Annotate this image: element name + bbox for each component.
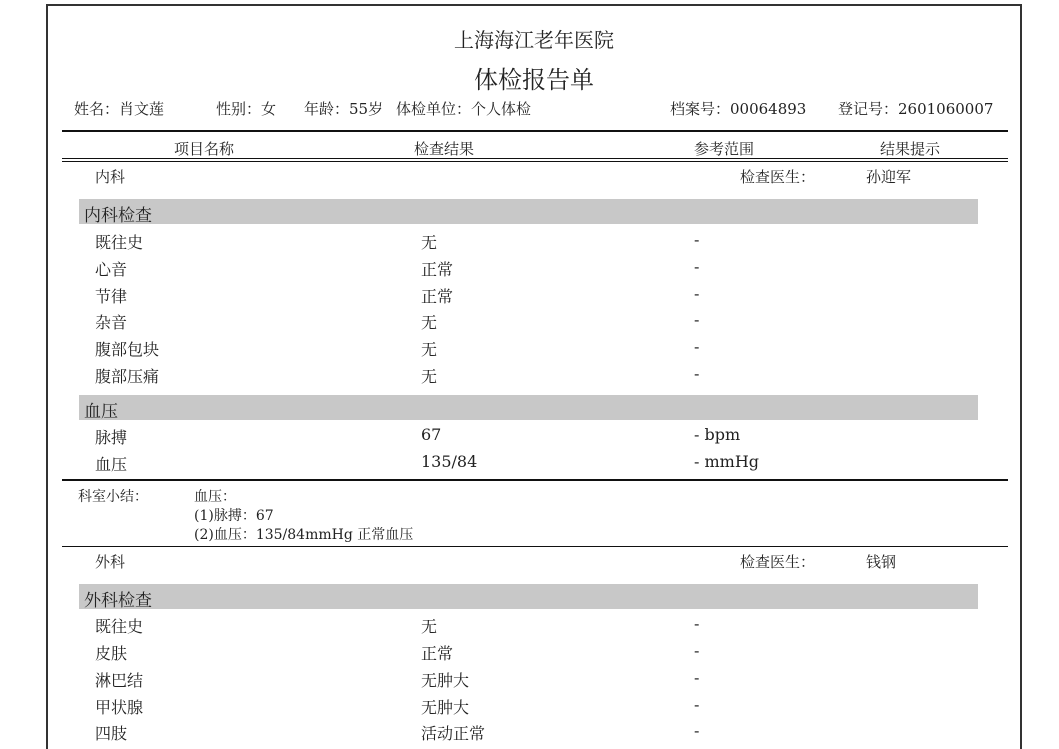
patient-name: 姓名：肖文莲 [74, 100, 165, 118]
doctor-name: 孙迎军 [866, 168, 912, 186]
patient-gender: 性别：女 [216, 100, 277, 118]
row-item-name: 血压 [95, 455, 128, 474]
hospital-name: 上海海江老年医院 [454, 28, 614, 52]
column-result-hint: 结果提示 [880, 140, 941, 158]
report-sheet [46, 4, 1022, 749]
group-title: 血压 [84, 402, 118, 422]
row-range: - [694, 257, 700, 276]
dept-name: 外科 [95, 553, 126, 571]
row-result: 正常 [421, 287, 454, 306]
row-range: - [694, 310, 700, 329]
dept-name: 内科 [95, 168, 126, 186]
group-title: 内科检查 [84, 206, 152, 226]
row-item-name: 甲状腺 [95, 698, 144, 717]
row-result: 活动正常 [421, 724, 486, 743]
row-item-name: 既往史 [95, 233, 144, 252]
group-title: 外科检查 [84, 591, 152, 611]
row-result: 无肿大 [421, 698, 470, 717]
row-result: 正常 [421, 644, 454, 663]
doctor-name: 钱钢 [866, 553, 897, 571]
header-rule-bottom-2 [62, 161, 1008, 162]
doctor-label: 检查医生： [740, 553, 816, 571]
column-item-name: 项目名称 [174, 140, 235, 158]
row-result: 无 [421, 233, 438, 252]
group-header [79, 395, 978, 420]
row-item-name: 腹部压痛 [95, 367, 160, 386]
report-title: 体检报告单 [474, 66, 594, 94]
row-range: - mmHg [694, 452, 760, 471]
row-result: 无 [421, 617, 438, 636]
summary-line: (2)血压：135/84mmHg 正常血压 [194, 527, 414, 543]
row-range: - [694, 337, 700, 356]
group-header [79, 584, 978, 609]
header-rule-bottom-1 [62, 158, 1008, 159]
row-item-name: 心音 [95, 260, 128, 279]
summary-line: 血压： [194, 489, 236, 505]
row-range: - [694, 695, 700, 714]
row-result: 67 [421, 425, 442, 444]
row-range: - [694, 284, 700, 303]
group-header [79, 199, 978, 224]
row-range: - [694, 721, 700, 740]
row-range: - [694, 614, 700, 633]
row-result: 无 [421, 313, 438, 332]
row-range: - [694, 230, 700, 249]
row-item-name: 杂音 [95, 313, 128, 332]
row-result: 无 [421, 340, 438, 359]
row-item-name: 脉搏 [95, 428, 128, 447]
row-item-name: 腹部包块 [95, 340, 160, 359]
summary-line: (1)脉搏：67 [194, 508, 274, 524]
row-result: 正常 [421, 260, 454, 279]
row-item-name: 节律 [95, 287, 128, 306]
row-item-name: 淋巴结 [95, 671, 144, 690]
row-range: - [694, 364, 700, 383]
archive-number: 档案号：00064893 [670, 100, 807, 118]
row-result: 无肿大 [421, 671, 470, 690]
row-range: - [694, 641, 700, 660]
header-rule-top [62, 130, 1008, 132]
row-result: 135/84 [421, 452, 478, 471]
patient-age: 年龄：55岁 [304, 100, 384, 118]
row-item-name: 既往史 [95, 617, 144, 636]
row-range: - bpm [694, 425, 741, 444]
doctor-label: 检查医生： [740, 168, 816, 186]
registration-number: 登记号：2601060007 [838, 100, 994, 118]
row-result: 无 [421, 367, 438, 386]
column-result: 检查结果 [414, 140, 475, 158]
section-divider [62, 546, 1008, 547]
row-item-name: 皮肤 [95, 644, 128, 663]
row-range: - [694, 668, 700, 687]
section-divider [62, 479, 1008, 481]
row-item-name: 四肢 [95, 724, 128, 743]
summary-label: 科室小结： [78, 489, 148, 505]
exam-unit: 体检单位：个人体检 [396, 100, 532, 118]
column-reference-range: 参考范围 [694, 140, 755, 158]
